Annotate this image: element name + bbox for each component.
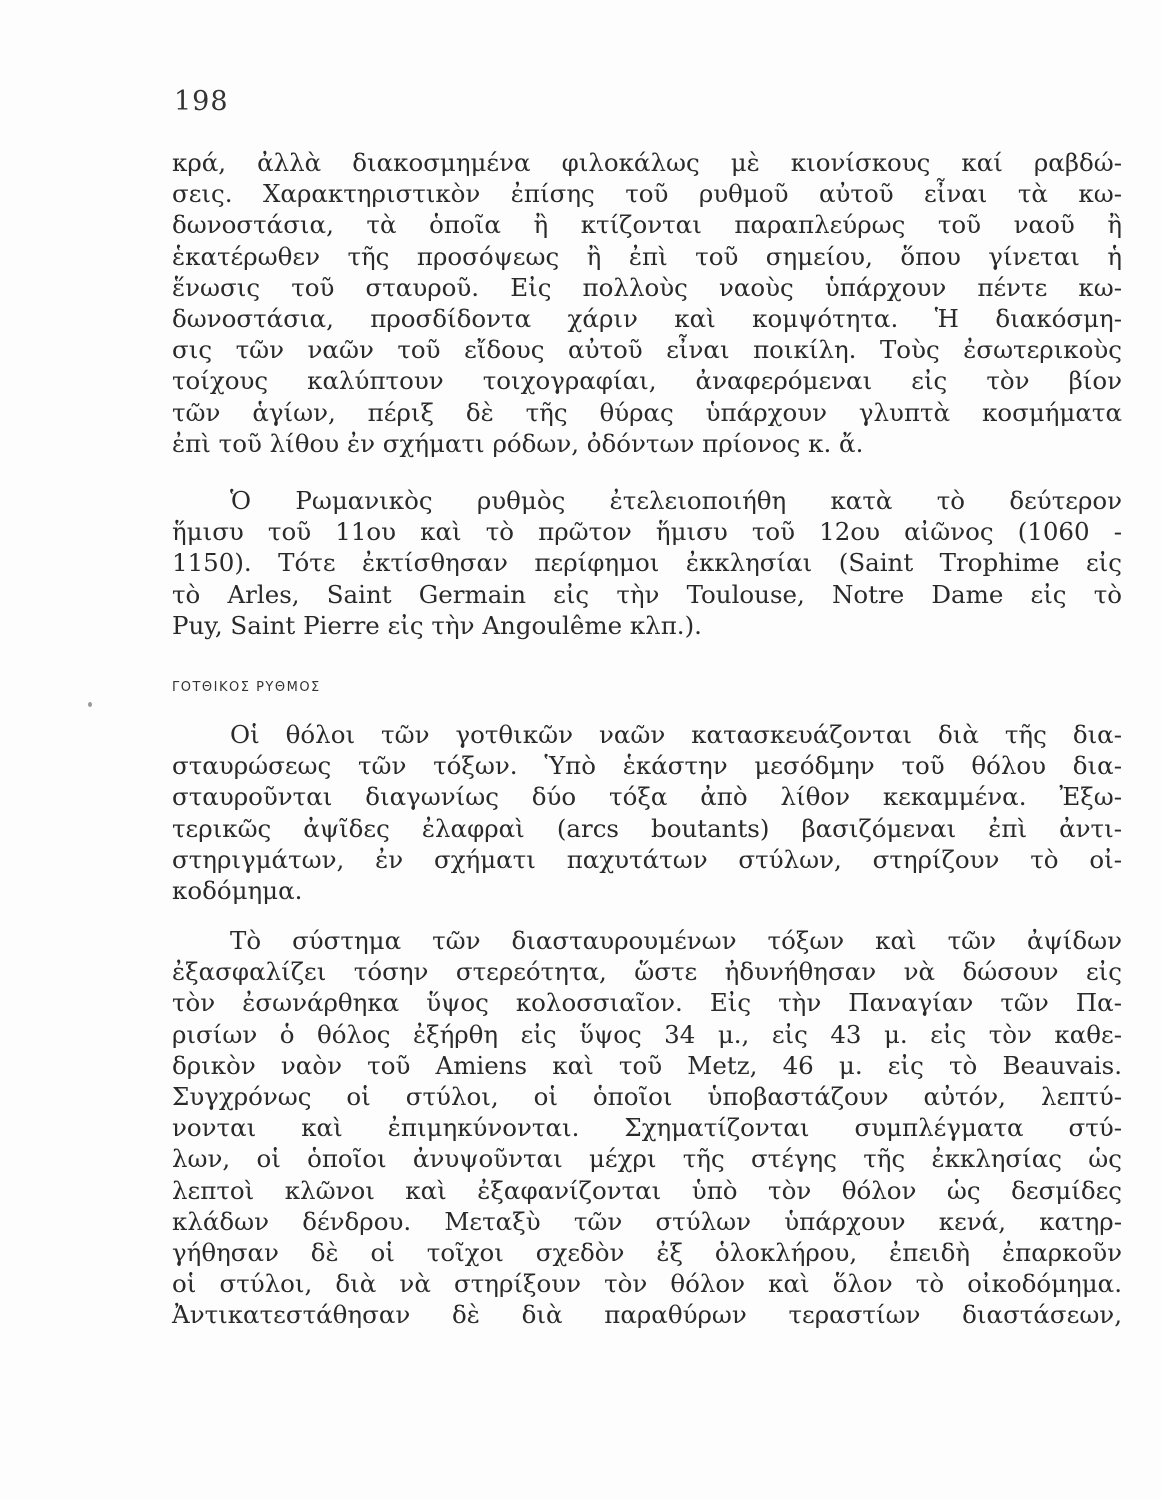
paragraph-romanesque-decoration — [172, 147, 1122, 459]
text-line: λων, οἱ ὁποῖοι ἀνυψοῦνται μέχρι τῆς στέγης τῆς ἐκκλησίας ὡς — [172, 1144, 1122, 1174]
text-line: Ὁ Ρωμανικὸς ρυθμὸς ἐτελειοποιήθη κατὰ τὸ δεύτερον — [230, 486, 1122, 515]
text-line: στηριγμάτων, ἐν σχήματι παχυτάτων στύλων, στηρίζουν τὸ οἰ- — [172, 844, 1122, 874]
text-line: σις τῶν ναῶν τοῦ εἴδους αὐτοῦ εἶναι ποικίλη. Τοὺς ἐσωτερικοὺς — [172, 335, 1122, 365]
text-line: γήθησαν δὲ οἱ τοῖχοι σχεδὸν ἐξ ὁλοκλήρου, ἐπειδὴ ἐπαρκοῦν — [172, 1237, 1122, 1267]
text-line: Puy, Saint Pierre εἰς τὴν Angoulême κλπ.). — [172, 610, 702, 640]
text-line: τερικῶς ἀψῖδες ἐλαφραὶ (arcs boutants) βασιζόμεναι ἐπὶ ἀντι- — [172, 813, 1122, 843]
text-line: δρικὸν ναὸν τοῦ Amiens καὶ τοῦ Metz, 46 μ. εἰς τὸ Beauvais. — [172, 1050, 1122, 1080]
text-line: ἑκατέρωθεν τῆς προσόψεως ἢ ἐπὶ τοῦ σημείου, ὅπου γίνεται ἡ — [172, 241, 1122, 271]
print-speck — [88, 702, 92, 707]
text-line: τοίχους καλύπτουν τοιχογραφίαι, ἀναφερόμεναι εἰς τὸν βίον — [172, 366, 1122, 396]
text-line: σταυρώσεως τῶν τόξων. Ὑπὸ ἑκάστην μεσόδμην τοῦ θόλου δια- — [172, 751, 1122, 781]
text-line: σταυροῦνται διαγωνίως δύο τόξα ἀπὸ λίθον κεκαμμένα. Ἐξω- — [172, 782, 1122, 812]
page-number: 198 — [174, 86, 229, 117]
text-line: ρισίων ὁ θόλος ἐξήρθη εἰς ὕψος 34 μ., εἰς 43 μ. εἰς τὸν καθε- — [172, 1019, 1122, 1049]
paragraph-romanesque-period — [172, 485, 1122, 641]
text-line: κρά, ἀλλὰ διακοσμημένα φιλοκάλως μὲ κιονίσκους καί ραβδώ- — [172, 148, 1122, 177]
paragraph-gothic-system — [172, 925, 1122, 1330]
text-line: Συγχρόνως οἱ στύλοι, οἱ ὁποῖοι ὑποβαστάζουν αὐτόν, λεπτύ- — [172, 1081, 1122, 1111]
paragraph-gothic-vaults — [172, 719, 1122, 906]
text-line: λεπτοὶ κλῶνοι καὶ ἐξαφανίζονται ὑπὸ τὸν θόλον ὡς δεσμίδες — [172, 1175, 1122, 1205]
text-line: ἐξασφαλίζει τόσην στερεότητα, ὥστε ἠδυνήθησαν νὰ δώσουν εἰς — [172, 957, 1122, 987]
text-line: κλάδων δένδρου. Μεταξὺ τῶν στύλων ὑπάρχουν κενά, κατηρ- — [172, 1206, 1122, 1236]
text-line: ἥμισυ τοῦ 11ου καὶ τὸ πρῶτον ἥμισυ τοῦ 12ου αἰῶνος (1060 - — [172, 517, 1122, 547]
text-line: ἐπὶ τοῦ λίθου ἐν σχήματι ρόδων, ὀδόντων πρίονος κ. ἄ. — [172, 428, 864, 458]
text-line: οἱ στύλοι, διὰ νὰ στηρίξουν τὸν θόλον καὶ ὅλον τὸ οἰκοδόμημα. — [172, 1269, 1122, 1299]
text-line: κοδόμημα. — [172, 875, 303, 905]
text-line: σεις. Χαρακτηριστικὸν ἐπίσης τοῦ ρυθμοῦ αὐτοῦ εἶναι τὰ κω- — [172, 179, 1122, 209]
text-line: δωνοστάσια, προσδίδοντα χάριν καὶ κομψότητα. Ἡ διακόσμη- — [172, 303, 1122, 333]
text-line: 1150). Τότε ἐκτίσθησαν περίφημοι ἐκκλησίαι (Saint Trophime εἰς — [172, 548, 1122, 578]
text-line: νονται καὶ ἐπιμηκύνονται. Σχηματίζονται συμπλέγματα στύ- — [172, 1113, 1122, 1143]
text-line: Οἱ θόλοι τῶν γοτθικῶν ναῶν κατασκευάζονται διὰ τῆς δια- — [230, 720, 1122, 749]
text-line: δωνοστάσια, τὰ ὁποῖα ἢ κτίζονται παραπλεύρως τοῦ ναοῦ ἢ — [172, 210, 1122, 240]
text-line: ἕνωσις τοῦ σταυροῦ. Εἰς πολλοὺς ναοὺς ὑπάρχουν πέντε κω- — [172, 272, 1122, 302]
text-line: τὸν ἐσωνάρθηκα ὕψος κολοσσιαῖον. Εἰς τὴν Παναγίαν τῶν Πα- — [172, 988, 1122, 1018]
text-line: τῶν ἁγίων, πέριξ δὲ τῆς θύρας ὑπάρχουν γλυπτὰ κοσμήματα — [172, 397, 1122, 427]
text-line: Ἀντικατεστάθησαν δὲ διὰ παραθύρων τεραστίων διαστάσεων, — [172, 1300, 1122, 1330]
section-heading: ΓΟΤΘΙΚΟΣ ΡΥΘΜΟΣ — [172, 680, 321, 695]
text-line: Τὸ σύστημα τῶν διασταυρουμένων τόξων καὶ τῶν ἀψίδων — [230, 926, 1122, 955]
text-line: τὸ Arles, Saint Germain εἰς τὴν Toulouse, Notre Dame εἰς τὸ — [172, 579, 1122, 609]
